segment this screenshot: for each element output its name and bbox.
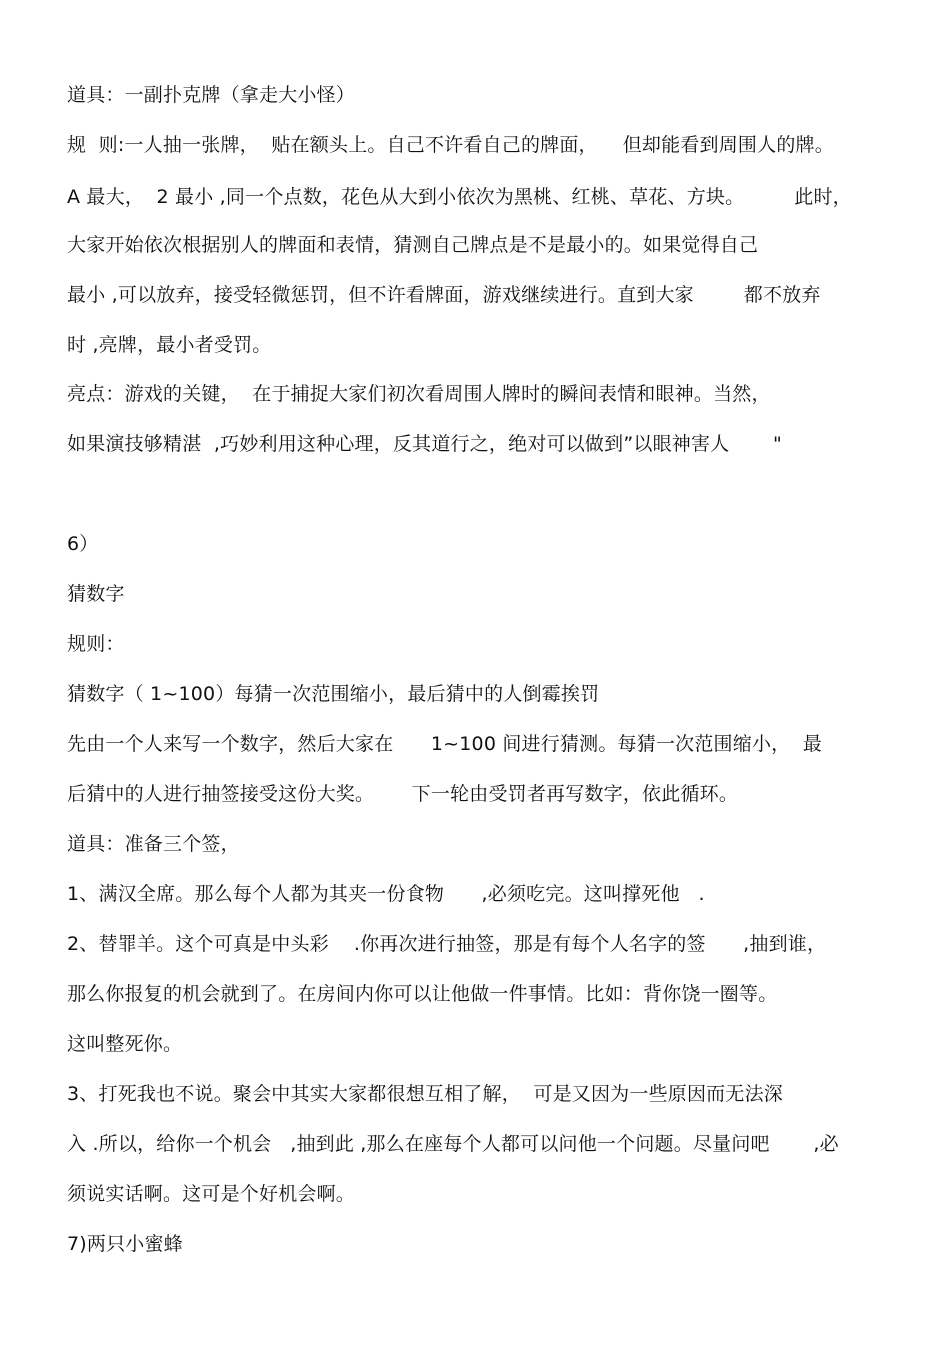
text-line: 最小 ,可以放弃，接受轻微惩罚，但不许看牌面，游戏继续进行。直到大家 都不放弃: [67, 284, 821, 306]
section-title: 7)两只小蜜蜂: [67, 1233, 183, 1255]
section-title: 猜数字: [67, 583, 125, 605]
text-line: 道具：准备三个签，: [67, 833, 240, 855]
text-line: 须说实话啊。这可是个好机会啊。: [67, 1183, 356, 1205]
text-line: 3、打死我也不说。聚会中其实大家都很想互相了解， 可是又因为一些原因而无法深: [67, 1083, 783, 1105]
text-line: 后猜中的人进行抽签接受这份大奖。 下一轮由受罚者再写数字，依此循环。: [67, 783, 739, 805]
text-line: A 最大， 2 最小 ,同一个点数，花色从大到小依次为黑桃、红桃、草花、方块。 此时，: [67, 186, 852, 208]
text-line: 规则：: [67, 633, 125, 655]
text-line: 大家开始依次根据别人的牌面和表情，猜测自己牌点是不是最小的。如果觉得自己: [67, 234, 759, 256]
text-line: 这叫整死你。: [67, 1033, 183, 1055]
text-line: 如果演技够精湛 ,巧妙利用这种心理，反其道行之，绝对可以做到”以眼神害人 ": [67, 433, 782, 455]
section-number: 6）: [67, 533, 99, 555]
text-line: 2、替罪羊。这个可真是中头彩 .你再次进行抽签，那是有每个人名字的签 ,抽到谁，: [67, 933, 827, 955]
text-line: 时 ,亮牌，最小者受罚。: [67, 334, 272, 356]
text-line: 道具：一副扑克牌（拿走大小怪）: [67, 84, 356, 106]
text-line: 那么你报复的机会就到了。在房间内你可以让他做一件事情。比如：背你饶一圈等。: [67, 983, 778, 1005]
text-line: 入 .所以，给你一个机会 ,抽到此 ,那么在座每个人都可以问他一个问题。尽量问吧 ,必: [67, 1133, 839, 1155]
text-line: 1、满汉全席。那么每个人都为其夹一份食物 ,必须吃完。这叫撑死他 .: [67, 883, 705, 905]
text-line: 亮点：游戏的关键， 在于捕捉大家们初次看周围人牌时的瞬间表情和眼神。当然，: [67, 383, 771, 405]
text-line: 猜数字（ 1~100）每猜一次范围缩小，最后猜中的人倒霉挨罚: [67, 683, 600, 705]
text-line: 先由一个人来写一个数字，然后大家在 1~100 间进行猜测。每猜一次范围缩小， 最: [67, 733, 823, 755]
text-line: 规 则:一人抽一张牌， 贴在额头上。自己不许看自己的牌面， 但却能看到周围人的牌。: [67, 134, 834, 156]
